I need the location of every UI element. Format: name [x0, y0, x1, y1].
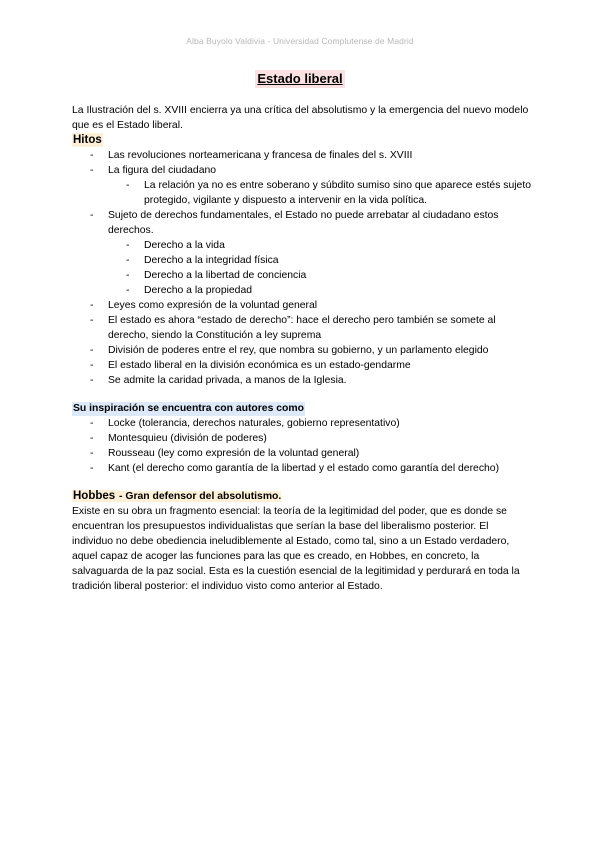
document-title: Estado liberal: [257, 71, 343, 86]
list-item-text: Kant (el derecho como garantía de la libertad y el estado como garantía del derecho): [108, 463, 500, 474]
hitos-heading: Hitos: [73, 134, 102, 146]
bullet-dash: -: [90, 463, 94, 474]
hobbes-subtitle: - Gran defensor del absolutismo.: [116, 491, 282, 502]
bullet-dash: -: [126, 270, 130, 281]
hobbes-heading: [72, 489, 532, 504]
list-item: [72, 313, 532, 343]
list-item: [108, 283, 532, 298]
nested-list: [108, 238, 532, 298]
list-item-text: La relación ya no es entre soberano y súbdito sumiso sino que aparece estés sujeto protegido, vigilante y dispuesto a intervenir en la vida política.: [144, 180, 532, 206]
list-item-text: El estado es ahora “estado de derecho”: hace el derecho pero también se somete al derecho, siendo la Constitución a ley suprema: [108, 315, 496, 341]
bullet-dash: -: [90, 448, 94, 459]
list-item: [72, 461, 532, 476]
bullet-dash: -: [90, 375, 94, 386]
list-item: [72, 431, 532, 446]
running-header: Alba Buyolo Valdivia - Universidad Complutense de Madrid: [186, 36, 414, 46]
bullet-dash: -: [126, 255, 130, 266]
bullet-dash: -: [90, 300, 94, 311]
bullet-dash: -: [90, 210, 94, 221]
list-item-text: Derecho a la vida: [144, 240, 225, 251]
list-item-text: Sujeto de derechos fundamentales, el Estado no puede arrebatar al ciudadano estos derechos.: [108, 210, 499, 236]
section-spacer: [72, 476, 532, 489]
list-item-text: Derecho a la integridad física: [144, 255, 279, 266]
list-item-text: La figura del ciudadano: [108, 165, 217, 176]
bullet-dash: -: [90, 360, 94, 371]
hitos-heading-row: [72, 133, 532, 148]
list-item: [72, 358, 532, 373]
bullet-dash: -: [126, 240, 130, 251]
inspiracion-heading-row: [72, 401, 532, 416]
list-item: [108, 268, 532, 283]
list-item: [72, 298, 532, 313]
nested-list: [108, 178, 532, 208]
inspiracion-heading: Su inspiración se encuentra con autores como: [73, 403, 304, 414]
intro-paragraph: La Ilustración del s. XVIII encierra ya una crítica del absolutismo y la emergencia del nuevo modelo que es el Estado liberal.: [72, 105, 529, 131]
bullet-dash: -: [90, 418, 94, 429]
list-item: [72, 208, 532, 298]
hitos-list: [72, 148, 532, 388]
list-item: [72, 446, 532, 461]
list-item-text: Montesquieu (división de poderes): [108, 433, 267, 444]
bullet-dash: -: [90, 315, 94, 326]
list-item: [108, 253, 532, 268]
bullet-dash: -: [90, 150, 94, 161]
list-item-text: Se admite la caridad privada, a manos de la Iglesia.: [108, 375, 347, 386]
list-item: [72, 373, 532, 388]
list-item-text: Derecho a la libertad de conciencia: [144, 270, 307, 281]
bullet-dash: -: [126, 285, 130, 296]
list-item-text: Leyes como expresión de la voluntad general: [108, 300, 318, 311]
section-spacer: [72, 388, 532, 401]
hobbes-paragraph: Existe en su obra un fragmento esencial: la teoría de la legitimidad del poder, que es donde se encuentran los presupuestos individualistas que serían la base del liberalismo posterior. El individuo no debe obediencia ineludiblemente al Estado, como tal, sino a un Estado verdadero, aquel capaz de acoger las funciones para las que es creado, en Hobbes, en concreto, la salvaguarda de la paz social. Esta es la cuestión esencial de la legitimidad y perdurará en toda la tradición liberal posterior: el individuo visto como anterior al Estado.: [72, 506, 520, 592]
bullet-dash: -: [126, 180, 130, 191]
list-item: [72, 163, 532, 208]
bullet-dash: -: [90, 433, 94, 444]
list-item: [72, 343, 532, 358]
hobbes-name: Hobbes: [73, 490, 116, 502]
list-item-text: El estado liberal en la división económica es un estado-gendarme: [108, 360, 411, 371]
list-item-text: Las revoluciones norteamericana y francesa de finales del s. XVIII: [108, 150, 413, 161]
inspiracion-list: [72, 416, 532, 476]
bullet-dash: -: [90, 165, 94, 176]
list-item-text: División de poderes entre el rey, que nombra su gobierno, y un parlamento elegido: [108, 345, 489, 356]
title-container: [0, 70, 600, 88]
list-item: [72, 148, 532, 163]
list-item-text: Derecho a la propiedad: [144, 285, 253, 296]
list-item: [108, 238, 532, 253]
document-body: [72, 103, 532, 594]
list-item: [108, 178, 532, 208]
list-item-text: Locke (tolerancia, derechos naturales, gobierno representativo): [108, 418, 400, 429]
bullet-dash: -: [90, 345, 94, 356]
list-item: [72, 416, 532, 431]
list-item-text: Rousseau (ley como expresión de la voluntad general): [108, 448, 360, 459]
